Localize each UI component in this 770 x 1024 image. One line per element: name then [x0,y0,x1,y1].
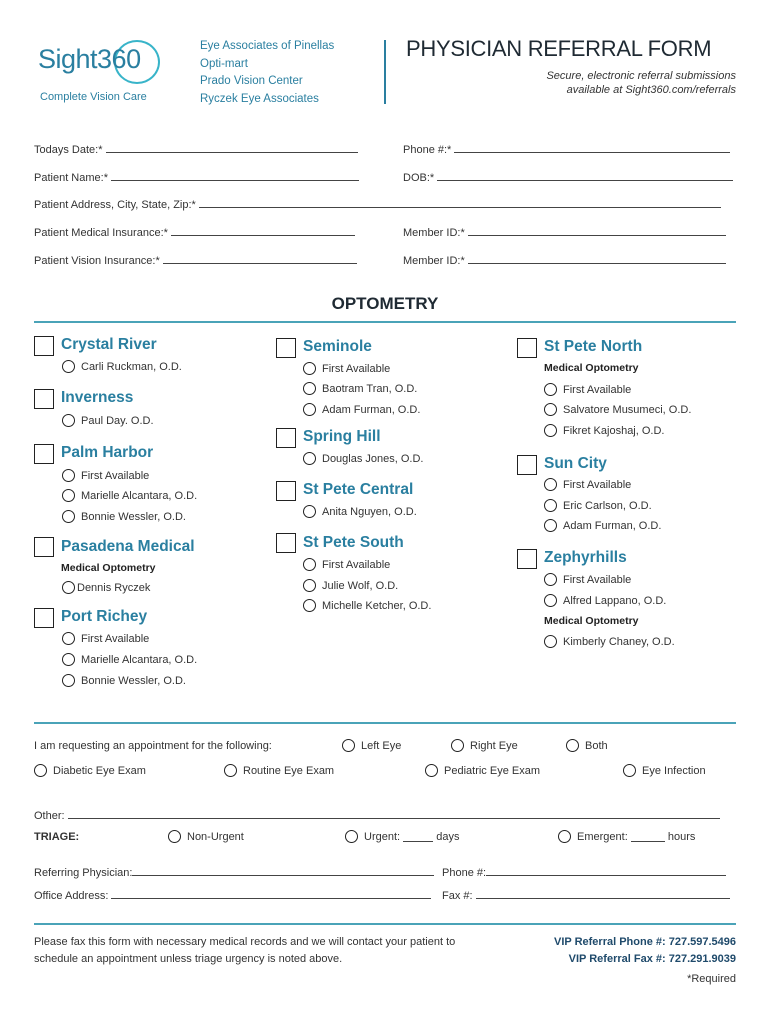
both-option[interactable]: Both [566,739,608,752]
radio-icon[interactable] [303,599,316,612]
subtitle-line-2: available at Sight360.com/referrals [566,84,736,96]
zephyrhills-sub: Medical Optometry [544,615,639,627]
other-field[interactable]: Other: [34,808,736,822]
footer-note [34,934,514,968]
st-pete-north-sub: Medical Optometry [544,362,639,374]
triage-label: TRIAGE: [34,831,80,843]
radio-icon[interactable] [224,764,237,777]
radio-icon[interactable] [62,581,75,594]
st-pete-south-label: St Pete South [303,534,404,551]
st-pete-central-checkbox[interactable] [276,481,296,501]
seminole-option-1[interactable]: First Available [303,362,390,375]
port-richey-label: Port Richey [61,608,148,625]
radio-icon[interactable] [303,505,316,518]
radio-icon[interactable] [62,414,75,427]
radio-icon[interactable] [303,403,316,416]
radio-icon[interactable] [544,424,557,437]
radio-icon[interactable] [303,452,316,465]
radio-icon[interactable] [303,558,316,571]
left-eye-option[interactable]: Left Eye [342,739,401,752]
zephyrhills-option-1[interactable]: First Available [544,573,631,586]
radio-icon[interactable] [62,653,75,666]
spring-hill-label: Spring Hill [303,428,381,445]
request-label: I am requesting an appointment for the following: [34,740,272,752]
pasadena-sub: Medical Optometry [61,562,156,574]
radio-icon[interactable] [303,362,316,375]
pasadena-option[interactable]: Dennis Ryczek [62,581,150,594]
sun-city-label: Sun City [544,455,607,472]
pasadena-label: Pasadena Medical [61,538,195,555]
radio-icon[interactable] [558,830,571,843]
st-pete-central-label: St Pete Central [303,481,414,498]
st-pete-south-option-1[interactable]: First Available [303,558,390,571]
st-pete-south-option-2[interactable]: Julie Wolf, O.D. [303,579,398,592]
st-pete-central-option[interactable]: Anita Nguyen, O.D. [303,505,417,518]
todays-date-field[interactable]: Todays Date:* [34,142,366,156]
radio-icon[interactable] [62,469,75,482]
medical-insurance-field[interactable]: Patient Medical Insurance:* [34,225,366,239]
office-address-field[interactable]: Office Address: [34,888,444,902]
footer-note-line-1: Please fax this form with necessary medical records and we will contact your patient to [34,936,456,948]
address-field[interactable]: Patient Address, City, State, Zip:* [34,197,735,211]
port-richey-option-1[interactable]: First Available [62,632,149,645]
radio-icon[interactable] [342,739,355,752]
port-richey-option-3[interactable]: Bonnie Wessler, O.D. [62,674,186,687]
optometry-rule [34,321,736,323]
physician-phone-field[interactable]: Phone #: [442,865,734,879]
radio-icon[interactable] [34,764,47,777]
crystal-river-label: Crystal River [61,336,157,353]
st-pete-north-option-1[interactable]: First Available [544,383,631,396]
vip-contact [554,934,736,968]
radio-icon[interactable] [544,519,557,532]
zephyrhills-option-2[interactable]: Alfred Lappano, O.D. [544,594,666,607]
urgent-option[interactable]: Urgent: days [345,830,459,843]
sun-city-option-1[interactable]: First Available [544,478,631,491]
pediatric-option[interactable]: Pediatric Eye Exam [425,764,540,777]
dob-field[interactable]: DOB:* [403,170,735,184]
radio-icon[interactable] [303,382,316,395]
radio-icon[interactable] [544,403,557,416]
radio-icon[interactable] [623,764,636,777]
footer-note-line-2: schedule an appointment unless triage urgency is noted above. [34,953,343,965]
referring-physician-field[interactable]: Referring Physician: [34,865,444,879]
st-pete-north-label: St Pete North [544,338,643,355]
associate-1: Eye Associates of Pinellas [200,40,335,52]
non-urgent-option[interactable]: Non-Urgent [168,830,244,843]
radio-icon[interactable] [62,674,75,687]
right-eye-option[interactable]: Right Eye [451,739,518,752]
member-id-field-1[interactable]: Member ID:* [403,225,735,239]
associate-3: Prado Vision Center [200,75,303,87]
footer-rule [34,923,736,925]
radio-icon[interactable] [345,830,358,843]
port-richey-option-2[interactable]: Marielle Alcantara, O.D. [62,653,197,666]
radio-icon[interactable] [544,383,557,396]
sun-city-checkbox[interactable] [517,455,537,475]
logo-text: Sight360 [38,44,141,74]
palm-harbor-option-2[interactable]: Marielle Alcantara, O.D. [62,489,197,502]
zephyrhills-label: Zephyrhills [544,549,627,566]
subtitle-line-1: Secure, electronic referral submissions [546,70,736,82]
associate-2: Opti-mart [200,57,248,70]
palm-harbor-option-1[interactable]: First Available [62,469,149,482]
sun-city-option-3[interactable]: Adam Furman, O.D. [544,519,661,532]
radio-icon[interactable] [544,573,557,586]
st-pete-south-option-3[interactable]: Michelle Ketcher, O.D. [303,599,431,612]
inverness-label: Inverness [61,389,134,406]
seminole-option-3[interactable]: Adam Furman, O.D. [303,403,420,416]
radio-icon[interactable] [544,635,557,648]
radio-icon[interactable] [544,594,557,607]
radio-icon[interactable] [62,489,75,502]
radio-icon[interactable] [566,739,579,752]
zephyrhills-checkbox[interactable] [517,549,537,569]
st-pete-north-option-2[interactable]: Salvatore Musumeci, O.D. [544,403,691,416]
tagline: Complete Vision Care [40,91,147,103]
vip-phone: VIP Referral Phone #: 727.597.5496 [553,936,736,948]
phone-field[interactable]: Phone #:* [403,142,735,156]
emergent-option[interactable]: Emergent: hours [558,830,695,843]
member-id-field-2[interactable]: Member ID:* [403,253,735,267]
routine-option[interactable]: Routine Eye Exam [224,764,334,777]
infection-option[interactable]: Eye Infection [623,764,706,777]
inverness-checkbox[interactable] [34,389,54,409]
associate-4: Ryczek Eye Associates [200,92,319,105]
st-pete-north-option-3[interactable]: Fikret Kajoshaj, O.D. [544,424,664,437]
patient-name-field[interactable]: Patient Name:* [34,170,366,184]
radio-icon[interactable] [544,499,557,512]
form-title: PHYSICIAN REFERRAL FORM [406,36,712,61]
zephyrhills-option-3[interactable]: Kimberly Chaney, O.D. [544,635,675,648]
spring-hill-checkbox[interactable] [276,428,296,448]
radio-icon[interactable] [168,830,181,843]
associates-list [200,38,334,108]
pasadena-checkbox[interactable] [34,537,54,557]
palm-harbor-label: Palm Harbor [61,444,154,461]
radio-icon[interactable] [303,579,316,592]
st-pete-south-checkbox[interactable] [276,533,296,553]
sun-city-option-2[interactable]: Eric Carlson, O.D. [544,499,652,512]
crystal-river-option[interactable]: Carli Ruckman, O.D. [62,360,182,373]
st-pete-north-checkbox[interactable] [517,338,537,358]
radio-icon[interactable] [62,510,75,523]
optometry-title: OPTOMETRY [331,294,439,313]
diabetic-option[interactable]: Diabetic Eye Exam [34,764,146,777]
required-note: *Required [687,973,736,985]
radio-icon[interactable] [544,478,557,491]
header-divider [384,40,386,104]
crystal-river-checkbox[interactable] [34,336,54,356]
inverness-option[interactable]: Paul Day. O.D. [62,414,154,427]
port-richey-checkbox[interactable] [34,608,54,628]
radio-icon[interactable] [451,739,464,752]
spring-hill-option[interactable]: Douglas Jones, O.D. [303,452,424,465]
seminole-option-2[interactable]: Baotram Tran, O.D. [303,382,417,395]
radio-icon[interactable] [62,632,75,645]
request-rule [34,722,736,724]
physician-fax-field[interactable]: Fax #: [442,888,734,902]
vip-fax: VIP Referral Fax #: 727.291.9039 [568,953,736,965]
palm-harbor-option-3[interactable]: Bonnie Wessler, O.D. [62,510,186,523]
seminole-checkbox[interactable] [276,338,296,358]
palm-harbor-checkbox[interactable] [34,444,54,464]
radio-icon[interactable] [62,360,75,373]
seminole-label: Seminole [303,338,372,355]
vision-insurance-field[interactable]: Patient Vision Insurance:* [34,253,366,267]
form-subtitle [546,69,736,97]
logo [38,38,166,86]
radio-icon[interactable] [425,764,438,777]
